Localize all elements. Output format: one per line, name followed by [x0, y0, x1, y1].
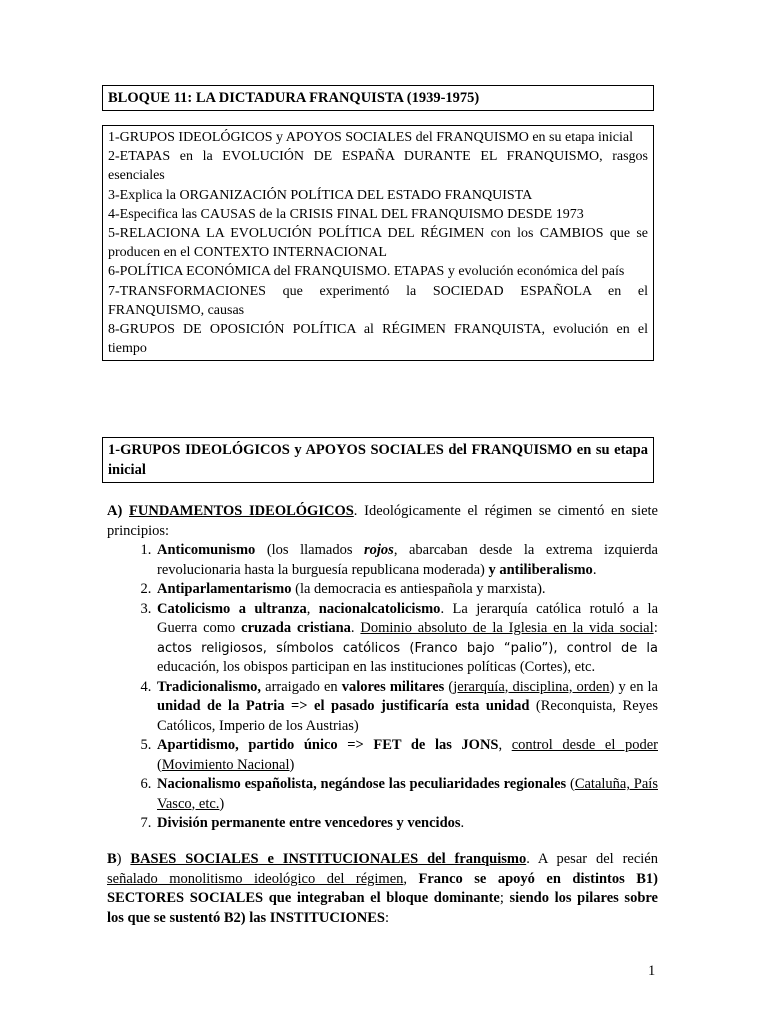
bases-heading: BASES SOCIALES e INSTITUCIONALES del franquismo [130, 851, 527, 867]
list-text: ) [219, 795, 225, 812]
index-item: 3-Explica la ORGANIZACIÓN POLÍTICA DEL ESTADO FRANQUISTA [108, 187, 533, 203]
principle-term: División permanente entre vencedores y vencidos [157, 815, 461, 831]
fundamentos-prefix: A) [107, 503, 130, 519]
principle-term: Antiparlamentarismo [157, 581, 292, 597]
bases-paragraph [107, 850, 658, 928]
bases-text: : [384, 909, 390, 926]
bases-text: ; [499, 890, 510, 906]
principle-term: Anticomunismo [157, 542, 256, 558]
principle-term: Catolicismo a ultranza [157, 600, 307, 617]
bases-prefix: B [107, 851, 117, 867]
principle-term: nacionalcatolicismo [318, 600, 441, 617]
index-item: 6-POLÍTICA ECONÓMICA del FRANQUISMO. ETAPAS y evolución económica del país [108, 264, 625, 280]
topics-index-box [102, 125, 654, 361]
list-text: (Reconquista, Reyes Católicos, Imperio de los Austrias) [157, 698, 658, 734]
principle-term: Apartidismo, partido único => FET de las JONS [157, 737, 499, 753]
list-text: (los llamados [255, 542, 364, 558]
list-underline: Movimiento Nacional [161, 756, 290, 773]
document-title-box [102, 85, 654, 111]
fundamentos-heading: FUNDAMENTOS IDEOLÓGICOS [129, 503, 354, 519]
list-text: arraigado en [261, 678, 342, 695]
list-underline: jerarquía, disciplina, orden [453, 678, 610, 695]
list-emphasis: rojos [364, 542, 394, 558]
principles-list [107, 541, 658, 834]
list-text: . [460, 815, 465, 831]
list-item [155, 600, 658, 678]
index-item: 1-GRUPOS IDEOLÓGICOS y APOYOS SOCIALES del FRANQUISMO en su etapa inicial [108, 130, 633, 145]
principle-term: y antiliberalismo [488, 561, 593, 578]
list-underline: Cataluña, País Vasco, etc. [157, 776, 658, 812]
list-text: . La jerarquía católica rotuló a la Guerra como [157, 600, 659, 636]
list-item [155, 678, 658, 737]
list-text: ) y en la [609, 678, 658, 695]
bases-bold: Franco se apoyó en distintos B1) SECTORES SOCIALES que integraban el bloque dominante [107, 870, 658, 906]
list-item [155, 736, 658, 775]
index-item: 8-GRUPOS DE OPOSICIÓN POLÍTICA al RÉGIMEN FRANQUISTA, evolución en el tiempo [108, 322, 648, 357]
list-underline: Dominio absoluto de la Iglesia en la vida social [360, 620, 654, 636]
list-text: (la democracia es antiespañola y marxista). [291, 581, 546, 597]
fundamentos-intro [107, 502, 658, 541]
bases-bold: siendo los pilares sobre los que se sustentó B2) las INSTITUCIONES [107, 890, 658, 926]
list-text: , [498, 737, 512, 753]
section-heading-box [102, 437, 654, 483]
index-item: 4-Especifica las CAUSAS de la CRISIS FINAL DEL FRANQUISMO DESDE 1973 [108, 206, 584, 222]
document-title: BLOQUE 11: LA DICTADURA FRANQUISTA (1939-1975) [108, 90, 480, 106]
bases-text: . A pesar del recién [526, 851, 658, 867]
list-text: . [592, 561, 597, 578]
principle-term: valores militares [341, 678, 445, 695]
list-text: ) [289, 756, 295, 773]
list-text: ( [444, 678, 454, 695]
list-text: ( [157, 756, 162, 773]
section-heading: 1-GRUPOS IDEOLÓGICOS y APOYOS SOCIALES del FRANQUISMO en su etapa inicial [108, 442, 648, 478]
list-item [155, 775, 658, 814]
list-item [155, 814, 658, 834]
list-item [155, 580, 658, 600]
list-text: , abarcaban desde la extrema izquierda revolucionaria hasta la burguesía republicana moderada) [157, 542, 658, 578]
list-text: , [306, 600, 319, 617]
fundamentos-intro-text: . Ideológicamente el régimen se cimentó en siete principios: [107, 503, 658, 539]
index-item: 7-TRANSFORMACIONES que experimentó la SOCIEDAD ESPAÑOLA en el FRANQUISMO, causas [108, 283, 648, 318]
list-text: : actos religiosos, símbolos católicos (Franco bajo “palio”), control de la [157, 621, 659, 656]
list-text: . [350, 620, 361, 636]
bases-text: , [403, 870, 419, 887]
principle-term: cruzada cristiana [241, 620, 351, 636]
page-number: 1 [648, 963, 656, 979]
principle-term: Nacionalismo españolista, negándose las peculiaridades regionales [157, 776, 567, 792]
principle-term: unidad de la Patria => el pasado justificaría esta unidad [157, 698, 530, 714]
list-text: ( [566, 776, 575, 792]
principle-term: Tradicionalismo, [157, 678, 262, 695]
bases-underline: señalado monolitismo ideológico del régimen [107, 870, 404, 887]
list-item [155, 541, 658, 580]
bases-text: ) [116, 851, 131, 867]
index-item: 2-ETAPAS en la EVOLUCIÓN DE ESPAÑA DURANTE EL FRANQUISMO, rasgos esenciales [108, 149, 648, 184]
list-underline: control desde el poder [511, 737, 658, 753]
index-item: 5-RELACIONA LA EVOLUCIÓN POLÍTICA DEL RÉGIMEN con los CAMBIOS que se producen en el CONTEXTO INTERNACIONAL [108, 226, 648, 261]
list-text: educación, los obispos participan en las instituciones políticas (Cortes), etc. [157, 659, 596, 675]
